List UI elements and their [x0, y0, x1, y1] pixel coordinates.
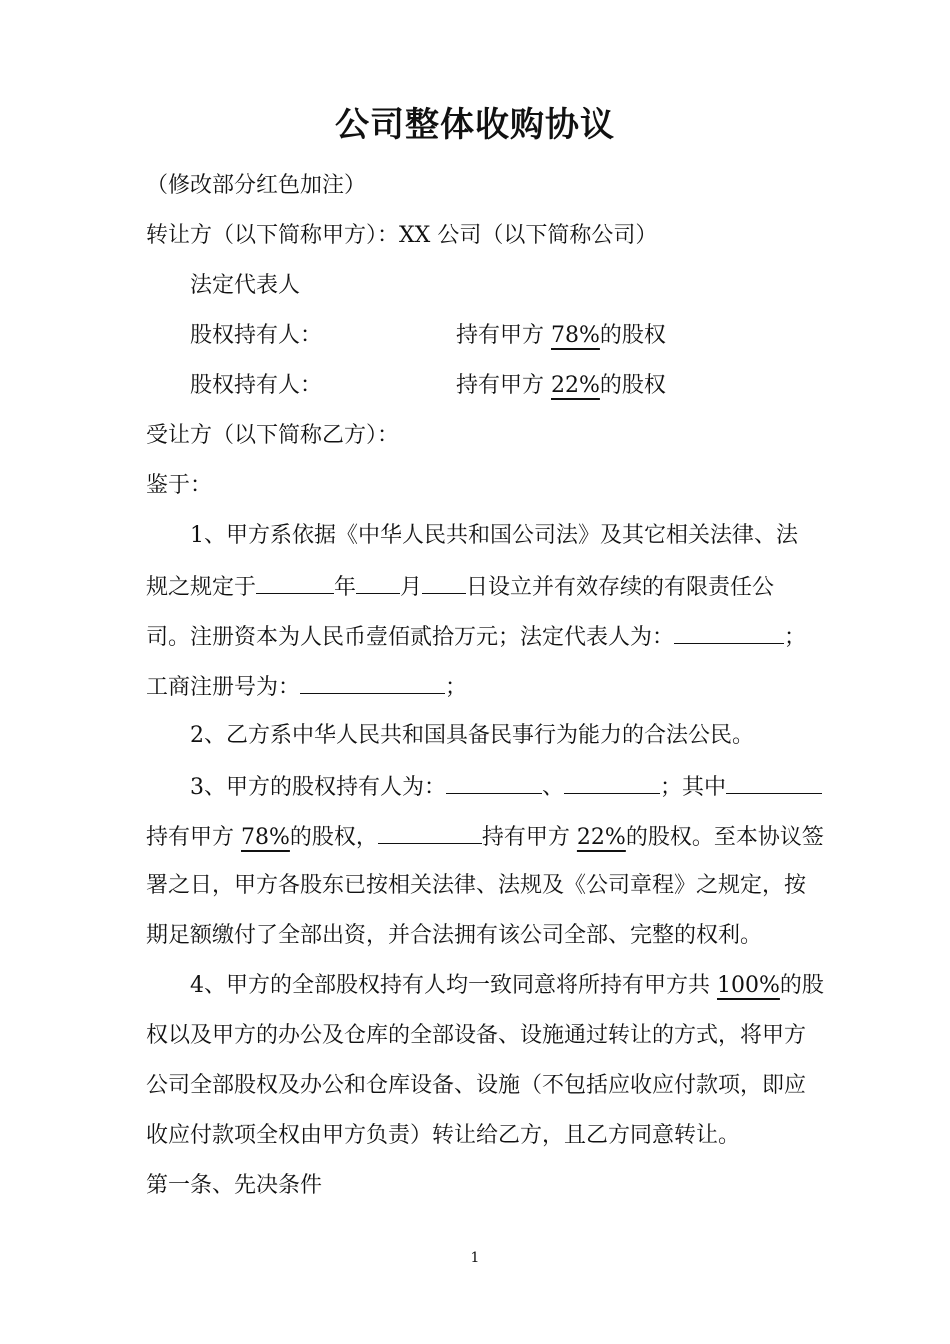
holder-share-text: 持有甲方 22%的股权	[456, 373, 666, 398]
clause4-line3: 公司全部股权及办公和仓库设备、设施（不包括应收应付款项，即应	[146, 1073, 807, 1098]
clause3-line4: 期足额缴付了全部出资，并合法拥有该公司全部、完整的权利。	[146, 923, 763, 948]
legal-rep-blank	[674, 621, 784, 644]
shareholder-name-blank	[378, 821, 482, 844]
transferor-line: 转让方（以下简称甲方）：XX 公司（以下简称公司）	[146, 223, 658, 248]
shareholder-name-blank	[726, 771, 822, 794]
clause2-line1: 2、乙方系中华人民共和国具备民事行为能力的合法公民。	[190, 723, 754, 748]
date-year-blank	[256, 571, 334, 594]
clause3-line2: 持有甲方 78%的股权， 持有甲方 22%的股权。至本协议签	[146, 821, 824, 853]
holder-row-1	[190, 321, 790, 351]
clause1-line2: 规之规定于 年 月 日设立并有效存续的有限责任公	[146, 571, 774, 603]
clause4-line4: 收应付款项全权由甲方负责）转让给乙方，且乙方同意转让。	[146, 1123, 741, 1148]
clause3-line3: 署之日，甲方各股东已按相关法律、法规及《公司章程》之规定，按	[146, 873, 807, 898]
legal-rep-label: 法定代表人	[190, 273, 301, 298]
holder-label: 股权持有人：	[190, 323, 323, 348]
transferee-line: 受让方（以下简称乙方）：	[146, 423, 400, 448]
clause1-line3: 司。注册资本为人民币壹佰贰拾万元；法定代表人为： ；	[146, 621, 806, 653]
share-percent: 100%	[717, 973, 780, 998]
clause4-line2: 权以及甲方的办公及仓库的全部设备、设施通过转让的方式，将甲方	[146, 1023, 807, 1048]
holder-row-2	[190, 371, 790, 401]
registration-number-blank	[300, 671, 445, 694]
whereas-heading: 鉴于：	[146, 473, 213, 498]
shareholder-name-blank	[564, 771, 660, 794]
article-heading: 第一条、先决条件	[146, 1173, 323, 1198]
page-number: 1	[470, 1250, 480, 1266]
holder-label: 股权持有人：	[190, 373, 323, 398]
holder-share-text: 持有甲方 78%的股权	[456, 323, 666, 348]
share-percent: 22%	[576, 825, 626, 850]
revision-note: （修改部分红色加注）	[146, 173, 367, 198]
clause1-line4: 工商注册号为： ；	[146, 671, 467, 703]
share-percent: 78%	[241, 825, 290, 850]
clause4-line1: 4、甲方的全部股权持有人均一致同意将所持有甲方共 100%的股	[190, 973, 824, 998]
document-title: 公司整体收购协议	[335, 105, 615, 145]
date-month-blank	[356, 571, 400, 594]
clause1-line1: 1、甲方系依据《中华人民共和国公司法》及其它相关法律、法	[190, 523, 798, 548]
shareholder-name-blank	[446, 771, 542, 794]
clause3-line1: 3、甲方的股权持有人为： 、 ；其中	[190, 771, 822, 803]
share-percent: 78%	[551, 323, 600, 348]
date-day-blank	[422, 571, 466, 594]
share-percent: 22%	[551, 373, 600, 398]
